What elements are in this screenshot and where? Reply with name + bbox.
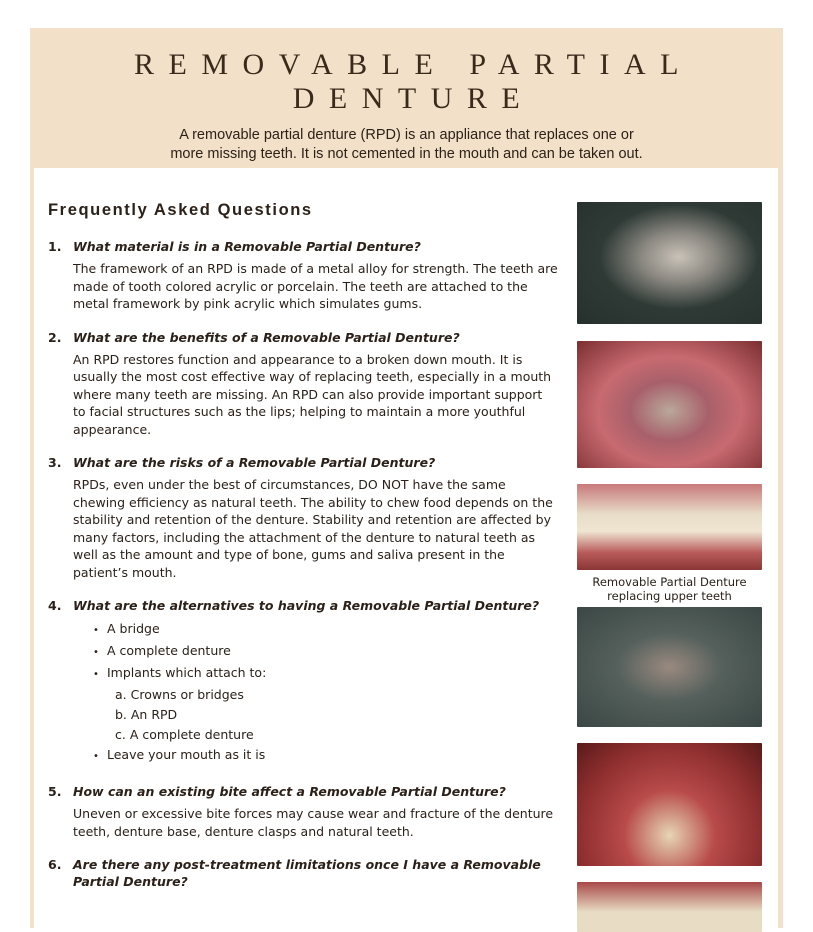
answer-text: An RPD restores function and appearance to a broken down mouth. It is usually the most cost effective way of replacing teeth, especially in a mouth where many teeth are missing. An RPD can also provide important support to facial structures such as the lips; helping to maintain a more youthful appearance. [73,351,552,437]
question-text: What are the benefits of a Removable Partial Denture? [73,329,460,345]
question-number: 3. [48,455,62,470]
question-text: Are there any post-treatment limitations once I have a Removable Partial Denture? [73,857,541,889]
alternatives-list [93,619,558,767]
answer-text: The framework of an RPD is made of a metal alloy for strength. The teeth are made of tooth colored acrylic or porcelain. The teeth are attached to the metal framework by pink acrylic which simulates gums. [73,261,558,311]
header-banner [30,28,783,168]
question-number: 4. [48,598,62,613]
question-number: 6. [48,857,62,872]
photo-lower-arch [577,743,762,866]
photo-upper-arch [577,341,762,468]
faq-item [48,783,558,840]
photo-caption: Removable Partial Denture replacing upper teeth [592,575,747,603]
photo-upper-teeth [577,484,762,570]
photo-teeth [577,882,762,932]
photo-lower-rpd [577,607,762,727]
list-item-label: Implants which attach to: [107,665,267,680]
list-item [93,663,558,745]
question-text: How can an existing bite affect a Removable Partial Denture? [73,784,506,799]
sublist-item: b. An RPD [115,707,178,722]
faq-item [48,329,558,439]
answer-text: Uneven or excessive bite forces may cause wear and fracture of the denture teeth, denture base, denture clasps and natural teeth. [73,806,554,839]
photo-rpd-framework [577,202,762,324]
question-text: What are the alternatives to having a Removable Partial Denture? [73,598,540,613]
list-item: • A bridge [93,619,558,641]
sublist-item: c. A complete denture [115,727,254,742]
answer-text: RPDs, even under the best of circumstances, DO NOT have the same chewing efficiency as natural teeth. The ability to chew food depends on the stability and retention of the denture. Stability and retention are affected by many factors, including the attachment of the denture to natural teeth as well as the amount and type of bone, gums and saliva present in the patient’s mouth. [73,477,553,580]
content-panel [34,168,778,928]
question-text: What material is in a Removable Partial Denture? [73,239,421,254]
faq-section [48,201,558,906]
question-number: 5. [48,784,62,799]
page-subtitle [30,126,783,164]
faq-item [48,597,558,767]
question-text: What are the risks of a Removable Partial Denture? [73,455,436,470]
list-item: • Leave your mouth as it is [93,745,558,767]
list-item: • A complete denture [93,641,558,663]
faq-item [48,856,558,890]
subtitle-line: A removable partial denture (RPD) is an appliance that replaces one or [179,127,634,143]
implant-sublist [115,685,558,745]
page-frame [30,28,783,928]
subtitle-line: more missing teeth. It is not cemented in the mouth and can be taken out. [170,146,643,162]
faq-item [48,238,558,313]
question-number: 1. [48,239,62,254]
sublist-item: a. Crowns or bridges [115,687,244,702]
faq-heading: Frequently Asked Questions [48,201,313,219]
page-title: REMOVABLE PARTIAL DENTURE [134,48,693,115]
question-number: 2. [48,329,62,345]
faq-item [48,454,558,581]
